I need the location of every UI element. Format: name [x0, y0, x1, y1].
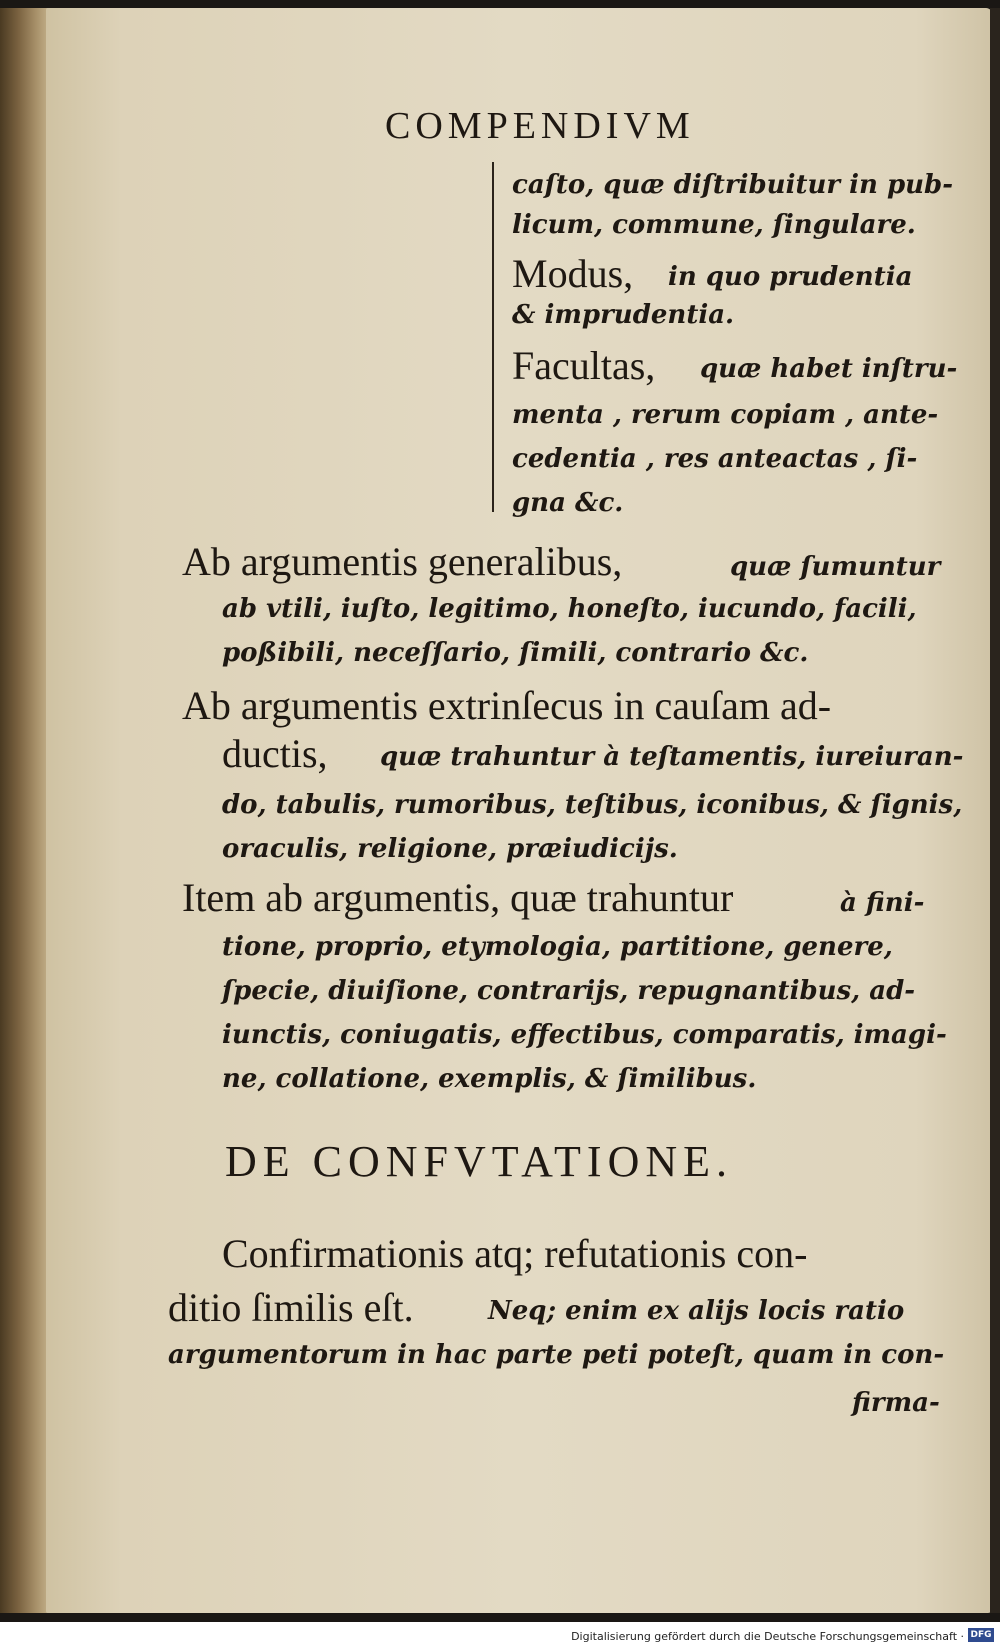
text-line: ditio ſimilis eſt. — [168, 1285, 414, 1330]
dfg-logo-icon: DFG — [968, 1628, 994, 1642]
text-line: in quo prudentia — [668, 262, 913, 292]
text-line: quæ habet inſtru- — [700, 354, 958, 384]
text-line: gna &c. — [512, 488, 624, 518]
para-lead: Confirmationis atq; refutationis con- — [222, 1231, 808, 1276]
para-lead: Item ab argumentis, quæ trahuntur — [182, 875, 734, 920]
text-line: poßibili, neceſſario, ſimili, contrario &c. — [222, 638, 809, 668]
text-line: quæ ſumuntur — [730, 552, 941, 582]
text-line: ab vtili, iuſto, legitimo, honeſto, iucundo, facili, — [222, 594, 917, 624]
brace-line — [492, 162, 494, 512]
section-heading: DE CONFVTATIONE. — [225, 1137, 734, 1186]
term-modus: Modus, — [512, 251, 634, 296]
term-facultas: Facultas, — [512, 343, 656, 388]
text-line: quæ trahuntur à teſtamentis, iureiuran- — [380, 742, 964, 772]
text-line: tione, proprio, etymologia, partitione, genere, — [222, 932, 893, 962]
text-line: à fini- — [840, 888, 925, 918]
para-lead: Ab argumentis extrinſecus in cauſam ad- — [182, 683, 832, 728]
running-header: COMPENDIVM — [385, 105, 695, 147]
text-line: argumentorum in hac parte peti poteſt, quam in con- — [168, 1340, 945, 1370]
text-line: ſpecie, diuiſione, contrarijs, repugnantibus, ad- — [222, 976, 916, 1006]
text-line: do, tabulis, rumoribus, teſtibus, iconibus, & ſignis, — [222, 790, 963, 820]
para-lead: Ab argumentis generalibus, — [182, 539, 623, 584]
text-line: ductis, — [222, 731, 328, 776]
text-line: caſto, quæ diſtribuitur in pub- — [512, 170, 954, 200]
text-line: Neq; enim ex alijs locis ratio — [488, 1296, 905, 1326]
funding-credit: Digitalisierung gefördert durch die Deutsche Forschungsgemeinschaft · — [571, 1630, 964, 1643]
book-spine — [0, 8, 52, 1613]
catchword: firma- — [852, 1388, 940, 1418]
text-line: cedentia , res anteactas , ſi- — [512, 444, 918, 474]
page-edge — [990, 8, 1000, 1613]
text-line: ne, collatione, exemplis, & ſimilibus. — [222, 1064, 757, 1094]
text-line: iunctis, coniugatis, effectibus, comparatis, imagi- — [222, 1020, 947, 1050]
text-line: & imprudentia. — [512, 300, 735, 330]
text-line: menta , rerum copiam , ante- — [512, 400, 939, 430]
text-line: licum, commune, ſingulare. — [512, 210, 916, 240]
text-line: oraculis, religione, præiudicijs. — [222, 834, 678, 864]
